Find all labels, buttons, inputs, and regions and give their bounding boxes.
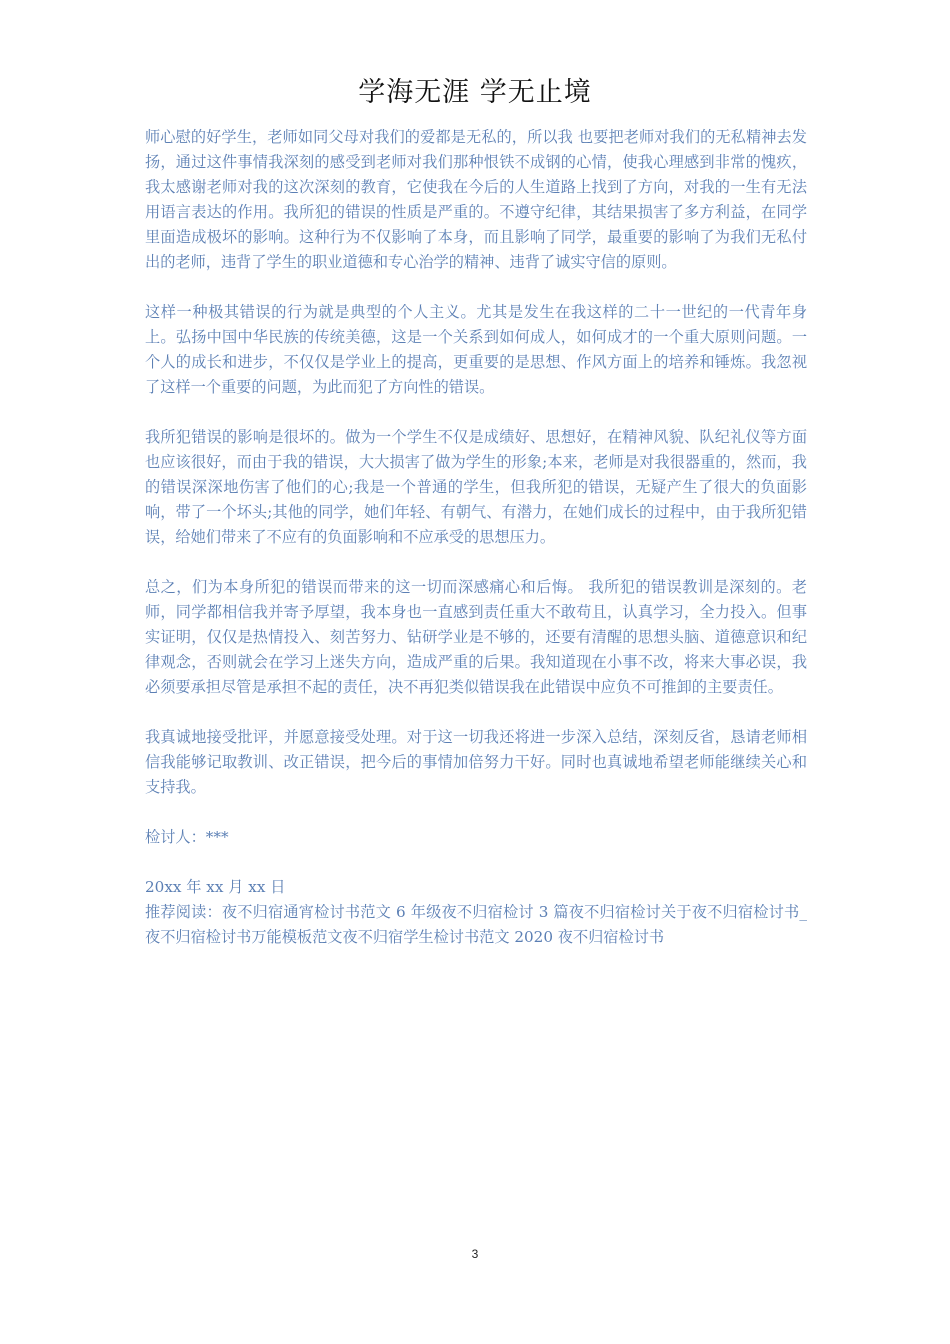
signature-line: 检讨人：*** <box>145 828 229 846</box>
paragraph-4: 总之，们为本身所犯的错误而带来的这一切而深感痛心和后悔。 我所犯的错误教训是深刻的。老师，同学都相信我并寄予厚望，我本身也一直感到责任重大不敢苟且，认真学习，全力投入。但事实证明，仅仅是热情投入、刻苦努力、钻研学业是不够的，还要有清醒的思想头脑、道德意识和纪律观念，否则就会在学习上迷失方向，造成严重的后果。我知道现在小事不改，将来大事必误，我必须要承担尽管是承担不起的责任，决不再犯类似错误我在此错误中应负不可推卸的主要责任。 <box>145 578 807 696</box>
paragraph-1: 师心慰的好学生，老师如同父母对我们的爱都是无私的，所以我 也要把老师对我们的无私精神去发扬，通过这件事情我深刻的感受到老师对我们那种恨铁不成钢的心情，使我心理感到非常的愧疚，我太感谢老师对我的这次深刻的教育，它使我在今后的人生道路上找到了方向，对我的一生有无法用语言表达的作用。我所犯的错误的性质是严重的。不遵守纪律，其结果损害了多方利益，在同学里面造成极坏的影响。这种行为不仅影响了本身，而且影响了同学，最重要的影响了为我们无私付出的老师，违背了学生的职业道德和专心治学的精神、违背了诚实守信的原则。 <box>145 128 807 271</box>
paragraph-3: 我所犯错误的影响是很坏的。做为一个学生不仅是成绩好、思想好，在精神风貌、队纪礼仪等方面也应该很好，而由于我的错误，大大损害了做为学生的形象;本来，老师是对我很器重的，然而，我的错误深深地伤害了他们的心;我是一个普通的学生，但我所犯的错误，无疑产生了很大的负面影响，带了一个坏头;其他的同学，她们年轻、有朝气、有潜力，在她们成长的过程中，由于我所犯错误，给她们带来了不应有的负面影响和不应承受的思想压力。 <box>145 428 807 546</box>
document-body <box>145 125 807 950</box>
page-number: 3 <box>471 1247 479 1261</box>
paragraph-5: 我真诚地接受批评，并愿意接受处理。对于这一切我还将进一步深入总结，深刻反省，恳请老师相信我能够记取教训、改正错误，把今后的事情加倍努力干好。同时也真诚地希望老师能继续关心和支持我。 <box>145 728 807 796</box>
recommended-reading: 推荐阅读：夜不归宿通宵检讨书范文 6 年级夜不归宿检讨 3 篇夜不归宿检讨关于夜不归宿检讨书_夜不归宿检讨书万能模板范文夜不归宿学生检讨书范文 2020 夜不归宿检讨书 <box>145 903 807 946</box>
paragraph-2: 这样一种极其错误的行为就是典型的个人主义。尤其是发生在我这样的二十一世纪的一代青年身上。弘扬中国中华民族的传统美德，这是一个关系到如何成人，如何成才的一个重大原则问题。一个人的成长和进步，不仅仅是学业上的提高，更重要的是思想、作风方面上的培养和锤炼。我忽视了这样一个重要的问题，为此而犯了方向性的错误。 <box>145 303 807 396</box>
date-line: 20xx 年 xx 月 xx 日 <box>145 878 286 896</box>
page-header-title: 学海无涯 学无止境 <box>358 77 592 108</box>
